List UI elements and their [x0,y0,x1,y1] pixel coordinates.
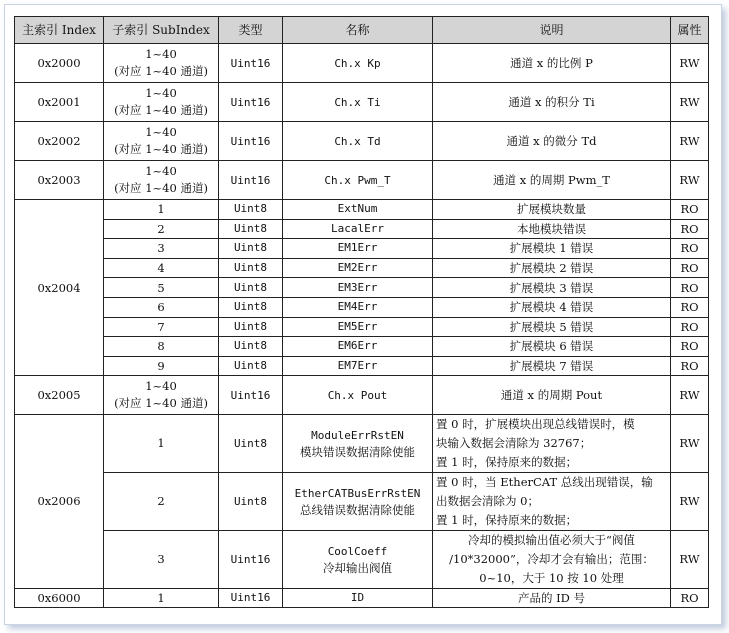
type-cell: Uint8 [219,337,283,357]
name-cell: EM4Err [283,297,433,317]
table-row [15,258,709,278]
description-line: 0~10，大于 10 按 10 处理 [479,571,624,586]
type-cell: Uint8 [219,317,283,337]
subindex-note: (对应 1~40 通道) [114,103,208,117]
header-sub-index: 子索引 SubIndex [104,17,219,44]
subindex-cell: 1 [104,589,219,608]
type-cell: Uint8 [219,415,283,473]
subindex-note: (对应 1~40 通道) [114,396,208,411]
subindex-cell: 5 [104,278,219,298]
description-cell [433,415,671,473]
attribute-cell: RW [671,473,709,531]
description-cell: 通道 x 的微分 Td [433,122,671,161]
attribute-cell: RO [671,297,709,317]
subindex-cell: 3 [104,239,219,259]
subindex-range: 1~40 [145,379,177,394]
table-row [15,415,709,473]
subindex-cell: 7 [104,317,219,337]
attribute-cell: RW [671,531,709,589]
description-cell: 扩展模块 1 错误 [433,239,671,259]
type-cell: Uint8 [219,278,283,298]
subindex-range: 1~40 [145,47,177,61]
table-row [15,122,709,161]
attribute-cell: RO [671,317,709,337]
name-cell: Ch.x Pout [283,376,433,415]
description-cell: 扩展模块 5 错误 [433,317,671,337]
subindex-cell [104,44,219,83]
attribute-cell: RO [671,258,709,278]
description-line: 置 0 时，当 EtherCAT 总线出现错误，输 [436,475,653,490]
index-cell: 0x2003 [15,161,104,200]
description-cell: 扩展模块数量 [433,200,671,220]
subindex-note: (对应 1~40 通道) [114,181,208,195]
name-cell [283,531,433,589]
subindex-cell: 1 [104,200,219,220]
attribute-cell: RO [671,356,709,376]
description-cell: 扩展模块 4 错误 [433,297,671,317]
attribute-cell: RO [671,589,709,608]
header-type: 类型 [219,17,283,44]
attribute-cell: RW [671,44,709,83]
table-row [15,297,709,317]
attribute-cell: RW [671,83,709,122]
object-dictionary-table [14,16,709,608]
type-cell: Uint16 [219,376,283,415]
description-cell: 通道 x 的周期 Pwm_T [433,161,671,200]
table-row [15,317,709,337]
subindex-cell: 6 [104,297,219,317]
name-identifier: CoolCoeff [327,544,388,558]
name-identifier: EtherCATBusErrRstEN [294,486,421,500]
attribute-cell: RW [671,161,709,200]
name-cell [283,415,433,473]
subindex-cell: 3 [104,531,219,589]
name-cell: Ch.x Td [283,122,433,161]
subindex-cell: 9 [104,356,219,376]
table-row [15,44,709,83]
name-identifier: ModuleErrRstEN [311,428,404,442]
type-cell: Uint8 [219,258,283,278]
subindex-range: 1~40 [145,86,177,100]
table-row [15,219,709,239]
subindex-range: 1~40 [145,164,177,178]
description-line: 出数据会清除为 0； [436,494,539,509]
table-row [15,376,709,415]
subindex-cell: 2 [104,219,219,239]
description-cell: 产品的 ID 号 [433,589,671,608]
description-cell: 本地模块错误 [433,219,671,239]
name-cell [283,473,433,531]
table-row [15,83,709,122]
attribute-cell: RW [671,415,709,473]
description-cell: 扩展模块 6 错误 [433,337,671,357]
attribute-cell: RO [671,278,709,298]
attribute-cell: RW [671,122,709,161]
table-row [15,161,709,200]
name-cell: ID [283,589,433,608]
type-cell: Uint16 [219,44,283,83]
description-cell: 扩展模块 7 错误 [433,356,671,376]
description-cell: 通道 x 的积分 Ti [433,83,671,122]
description-line: /10*32000”，冷却才会有输出；范围： [449,552,654,567]
description-cell [433,473,671,531]
type-cell: Uint8 [219,200,283,220]
description-line: 冷却的模拟输出值必须大于“阀值 [468,533,635,548]
table-row [15,356,709,376]
subindex-cell [104,83,219,122]
header-main-index: 主索引 Index [15,17,104,44]
table-row [15,531,709,589]
index-cell: 0x2002 [15,122,104,161]
type-cell: Uint16 [219,531,283,589]
table-row [15,278,709,298]
description-line: 置 1 时，保持原来的数据； [436,513,578,528]
description-cell [433,531,671,589]
attribute-cell: RO [671,337,709,357]
subindex-cell [104,376,219,415]
index-cell: 0x2001 [15,83,104,122]
name-caption: 冷却输出阀值 [323,560,392,575]
type-cell: Uint8 [219,297,283,317]
name-cell: EM2Err [283,258,433,278]
description-cell: 扩展模块 3 错误 [433,278,671,298]
name-cell: EM5Err [283,317,433,337]
index-cell: 0x2004 [15,200,104,376]
index-cell: 0x2000 [15,44,104,83]
subindex-cell: 1 [104,415,219,473]
type-cell: Uint16 [219,161,283,200]
table-row [15,239,709,259]
name-cell: EM3Err [283,278,433,298]
header-name: 名称 [283,17,433,44]
subindex-note: (对应 1~40 通道) [114,64,208,78]
subindex-range: 1~40 [145,125,177,139]
type-cell: Uint8 [219,356,283,376]
type-cell: Uint8 [219,239,283,259]
table-row [15,337,709,357]
description-line: 置 1 时，保持原来的数据； [436,455,578,470]
name-cell: ExtNum [283,200,433,220]
name-cell: Ch.x Pwm_T [283,161,433,200]
subindex-cell: 2 [104,473,219,531]
name-cell: EM7Err [283,356,433,376]
index-cell: 0x6000 [15,589,104,608]
header-row [15,17,709,44]
description-line: 置 0 时，扩展模块出现总线错误时，模 [436,417,635,432]
description-cell: 扩展模块 2 错误 [433,258,671,278]
name-cell: LacalErr [283,219,433,239]
index-cell: 0x2005 [15,376,104,415]
name-cell: Ch.x Ti [283,83,433,122]
name-cell: EM1Err [283,239,433,259]
type-cell: Uint8 [219,473,283,531]
table-row [15,589,709,608]
type-cell: Uint16 [219,589,283,608]
attribute-cell: RO [671,200,709,220]
description-cell: 通道 x 的周期 Pout [433,376,671,415]
index-cell: 0x2006 [15,415,104,589]
subindex-cell [104,161,219,200]
table-frame [4,4,722,625]
subindex-cell: 4 [104,258,219,278]
table-row [15,473,709,531]
subindex-cell: 8 [104,337,219,357]
header-description: 说明 [433,17,671,44]
name-caption: 总线错误数据清除使能 [300,502,415,517]
subindex-cell [104,122,219,161]
name-cell: Ch.x Kp [283,44,433,83]
header-attribute: 属性 [671,17,709,44]
type-cell: Uint16 [219,83,283,122]
attribute-cell: RW [671,376,709,415]
description-line: 块输入数据会清除为 32767； [436,436,592,451]
description-cell: 通道 x 的比例 P [433,44,671,83]
name-caption: 模块错误数据清除使能 [300,444,415,459]
type-cell: Uint16 [219,122,283,161]
name-cell: EM6Err [283,337,433,357]
table-row [15,200,709,220]
attribute-cell: RO [671,219,709,239]
subindex-note: (对应 1~40 通道) [114,142,208,156]
attribute-cell: RO [671,239,709,259]
type-cell: Uint8 [219,219,283,239]
